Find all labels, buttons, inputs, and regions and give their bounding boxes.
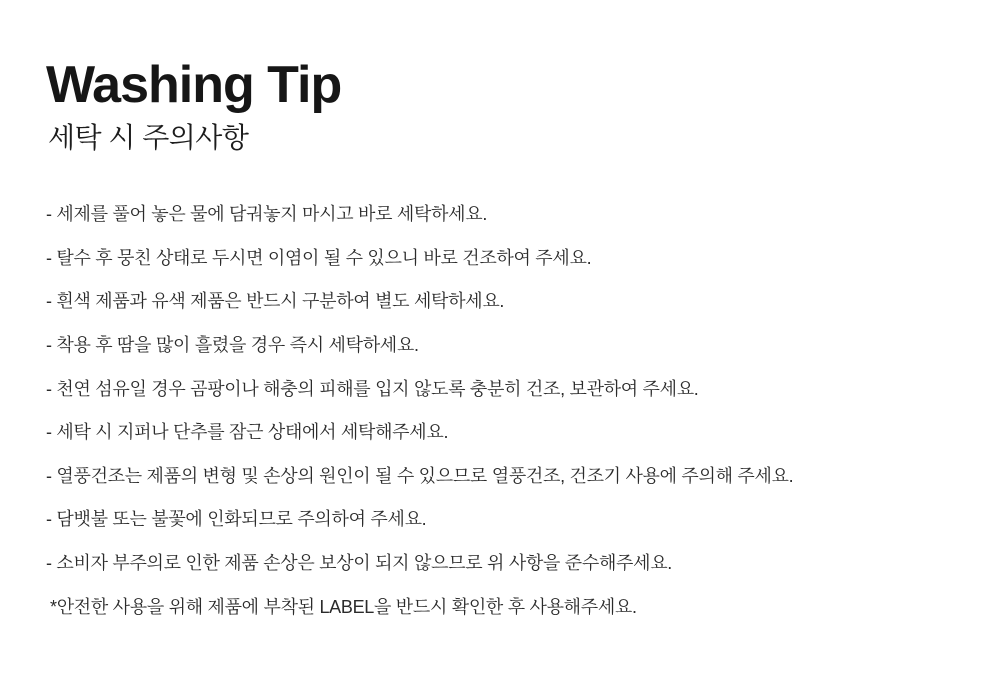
label-warning-note: *안전한 사용을 위해 제품에 부착된 LABEL을 반드시 확인한 후 사용해주세요. — [50, 596, 637, 617]
care-instruction-item: - 소비자 부주의로 인한 제품 손상은 보상이 되지 않으므로 위 사항을 준수해주세요. — [46, 552, 673, 573]
page-title: Washing Tip — [46, 56, 342, 114]
page-subtitle: 세탁 시 주의사항 — [48, 121, 249, 153]
care-instruction-item: - 흰색 제품과 유색 제품은 반드시 구분하여 별도 세탁하세요. — [46, 291, 505, 312]
care-instruction-item: - 착용 후 땀을 많이 흘렸을 경우 즉시 세탁하세요. — [46, 334, 419, 355]
care-instruction-item: - 세제를 풀어 놓은 물에 담궈놓지 마시고 바로 세탁하세요. — [46, 204, 488, 225]
care-instruction-item: - 담뱃불 또는 불꽃에 인화되므로 주의하여 주세요. — [46, 509, 427, 530]
care-instruction-item: - 탈수 후 뭉친 상태로 두시면 이염이 될 수 있으니 바로 건조하여 주세요. — [46, 247, 592, 268]
care-instruction-item: - 천연 섬유일 경우 곰팡이나 해충의 피해를 입지 않도록 충분히 건조, 보관하여 주세요. — [46, 378, 699, 399]
care-instruction-item: - 열풍건조는 제품의 변형 및 손상의 원인이 될 수 있으므로 열풍건조, 건조기 사용에 주의해 주세요. — [46, 465, 794, 486]
care-instruction-item: - 세탁 시 지퍼나 단추를 잠근 상태에서 세탁해주세요. — [46, 422, 449, 443]
care-instructions-list — [46, 204, 960, 574]
page-header — [46, 58, 960, 154]
